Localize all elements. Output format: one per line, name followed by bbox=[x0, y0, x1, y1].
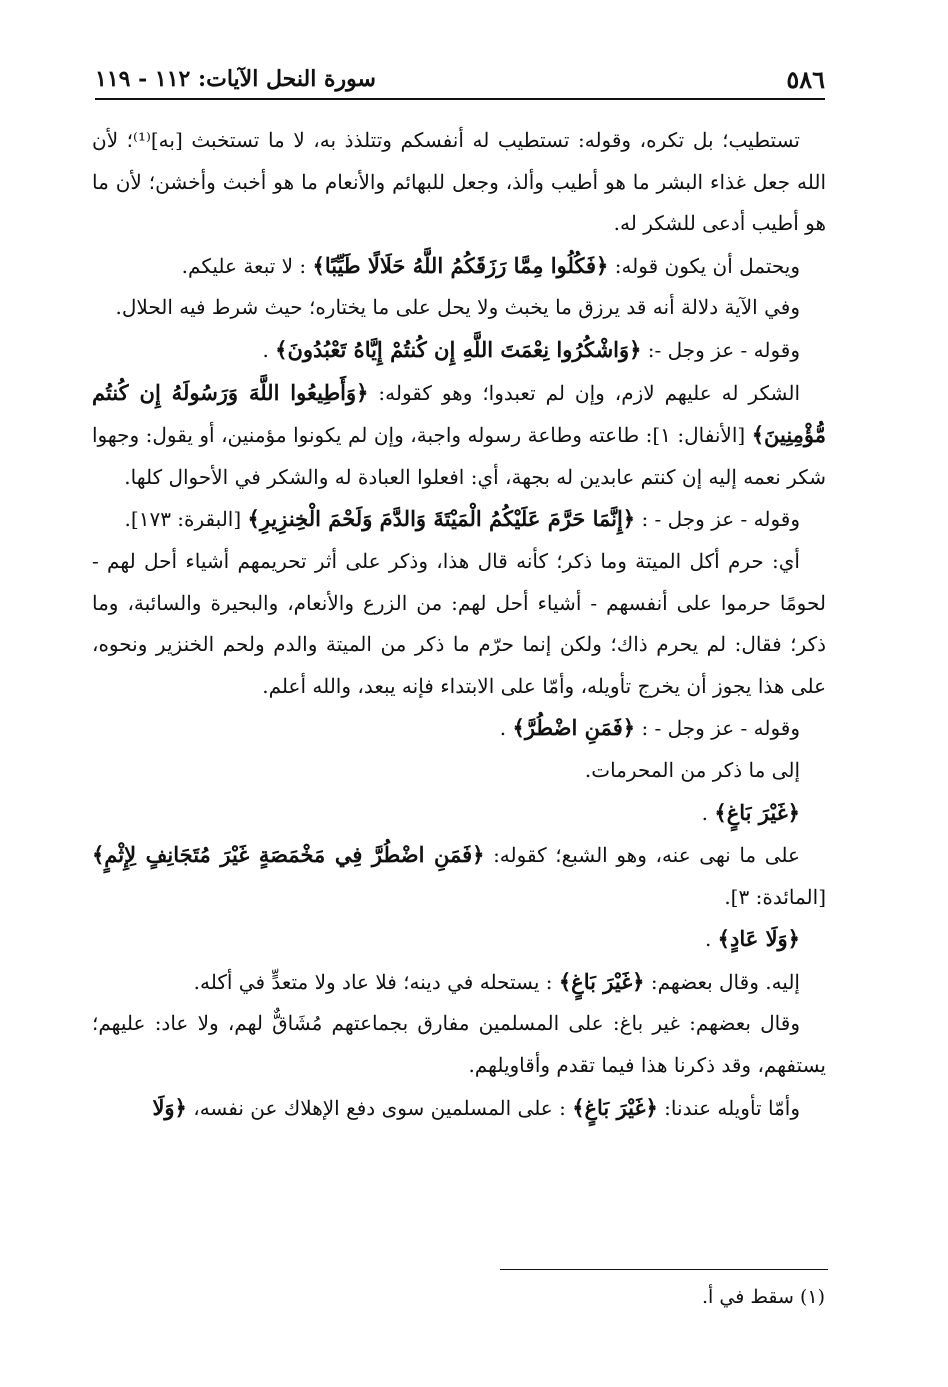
paragraph bbox=[92, 961, 826, 1004]
paragraph-text: وفي الآية دلالة أنه قد يرزق ما يخبث ولا يحل على ما يختاره؛ حيث شرط فيه الحلال. bbox=[115, 295, 800, 320]
paragraph bbox=[92, 750, 826, 792]
header-rule bbox=[95, 98, 825, 100]
paragraph-text: . bbox=[704, 927, 718, 952]
paragraph-text: إلى ما ذكر من المحرمات. bbox=[584, 757, 800, 782]
paragraph-text: : لا تبعة عليكم. bbox=[181, 253, 313, 278]
quran-verse: ﴿وَأَطِيعُوا اللَّهَ وَرَسُولَهُ إِن كُنتُم مُّؤْمِنِينَ﴾ bbox=[92, 379, 826, 448]
footnote-rule bbox=[500, 1269, 828, 1270]
running-title: سورة النحل الآيات: ١١٢ - ١١٩ bbox=[95, 66, 376, 92]
paragraph-text: . bbox=[701, 800, 715, 825]
paragraph bbox=[92, 329, 826, 372]
quran-verse: ﴿إِنَّمَا حَرَّمَ عَلَيْكُمُ الْمَيْتَةَ وَالدَّمَ وَلَحْمَ الْخِنزِيرِ﴾ bbox=[247, 506, 636, 532]
paragraph-text: وقوله - عز وجل - : bbox=[635, 716, 800, 741]
paragraph-text: ويحتمل أن يكون قوله: bbox=[608, 253, 800, 278]
paragraph bbox=[92, 498, 826, 541]
paragraph-text: . bbox=[499, 716, 513, 741]
quran-verse: ﴿فَمَنِ اضْطُرَّ﴾ bbox=[512, 715, 636, 741]
paragraph-text: [البقرة: ١٧٣]. bbox=[124, 507, 248, 532]
paragraph bbox=[92, 918, 826, 961]
paragraph bbox=[92, 792, 826, 835]
quran-verse: ﴿وَاشْكُرُوا نِعْمَتَ اللَّهِ إِن كُنتُمْ إِيَّاهُ تَعْبُدُونَ﴾ bbox=[275, 336, 642, 362]
paragraph bbox=[92, 541, 826, 707]
footnote-text: سقط في أ. bbox=[702, 1286, 794, 1308]
paragraph-text: وقال بعضهم: غير باغ: على المسلمين مفارق بجماعتهم مُشَاقٌّ لهم، ولا عاد: عليهم؛ يستفهم، وقد ذكرنا هذا فيما تقدم وأقاويلهم. bbox=[92, 1011, 826, 1078]
paragraph bbox=[92, 707, 826, 750]
paragraph-text: : على المسلمين سوى دفع الإهلاك عن نفسه، bbox=[186, 1095, 573, 1120]
paragraph-text: إليه. وقال بعضهم: bbox=[644, 969, 800, 994]
paragraph-text: وأمّا تأويله عندنا: bbox=[657, 1095, 800, 1120]
paragraph bbox=[92, 287, 826, 329]
paragraph-text: تستطيب؛ بل تكره، وقوله: تستطيب له أنفسكم وتتلذذ به، لا ما تستخبث [به]⁽¹⁾؛ لأن الله جعل غذاء البشر ما هو أطيب وألذ، وجعل للبهائم والأنعام ما هو أخبث وأخشن؛ لأن ما هو أطيب أدعى للشكر له. bbox=[92, 128, 826, 236]
page-number: ٥٨٦ bbox=[786, 64, 825, 94]
quran-verse: ﴿فَكُلُوا مِمَّا رَزَقَكُمُ اللَّهُ حَلَالًا طَيِّبًا﴾ bbox=[312, 252, 609, 278]
paragraph-text: . bbox=[262, 337, 276, 362]
quran-verse: ﴿غَيْرَ بَاغٍ﴾ bbox=[572, 1094, 658, 1120]
paragraph-text: وقوله - عز وجل -: bbox=[641, 337, 800, 362]
paragraph-text: وقوله - عز وجل - : bbox=[635, 507, 800, 532]
quran-verse: ﴿غَيْرَ بَاغٍ﴾ bbox=[714, 799, 800, 825]
quran-verse: ﴿وَلَا bbox=[152, 1094, 187, 1120]
footnote bbox=[95, 1282, 825, 1312]
body-text bbox=[92, 120, 826, 1129]
paragraph bbox=[92, 245, 826, 288]
paragraph bbox=[92, 120, 826, 245]
page-header bbox=[95, 62, 825, 96]
quran-verse: ﴿وَلَا عَادٍ﴾ bbox=[717, 926, 800, 952]
paragraph-text: [المائدة: ٣]. bbox=[724, 884, 826, 909]
paragraph bbox=[92, 372, 826, 499]
quran-verse: ﴿فَمَنِ اضْطُرَّ فِي مَخْمَصَةٍ غَيْرَ مُتَجَانِفٍ لِإِثْمٍ﴾ bbox=[92, 842, 485, 868]
footnote-marker: (١) bbox=[799, 1286, 825, 1308]
paragraph bbox=[92, 1087, 826, 1130]
quran-verse: ﴿غَيْرَ بَاغٍ﴾ bbox=[558, 968, 645, 994]
paragraph-text: على ما نهى عنه، وهو الشبع؛ كقوله: bbox=[484, 843, 800, 868]
paragraph-text: : يستحله في دينه؛ فلا عاد ولا متعدٍّ في أكله. bbox=[193, 969, 559, 994]
paragraph bbox=[92, 834, 826, 918]
paragraph-text: [الأنفال: ١]: طاعته وطاعة رسوله واجبة، وإن لم يكونوا مؤمنين، أو يقول: وجهوا شكر نعمه إليه إن كنتم عابدين له بجهة، أي: افعلوا العبادة له والشكر في الأحوال كلها. bbox=[92, 423, 826, 489]
paragraph-text: الشكر له عليهم لازم، وإن لم تعبدوا؛ وهو كقوله: bbox=[368, 380, 800, 405]
paragraph-text: أي: حرم أكل الميتة وما ذكر؛ كأنه قال هذا، وذكر على أثر تحريمهم أشياء أحل لهم - لحومًا حرموا على أنفسهم - أشياء أحل لهم: من الزرع والأنعام، والبحيرة والسائبة، وما ذكر؛ فقال: لم يحرم ذاك؛ ولكن إنما حرّم ما ذكر من الميتة والدم ولحم الخنزير ونحوه، على هذا يجوز أن يخرج تأويله، وأمّا على الابتداء فإنه يبعد، والله أعلم. bbox=[92, 548, 826, 698]
paragraph bbox=[92, 1003, 826, 1086]
